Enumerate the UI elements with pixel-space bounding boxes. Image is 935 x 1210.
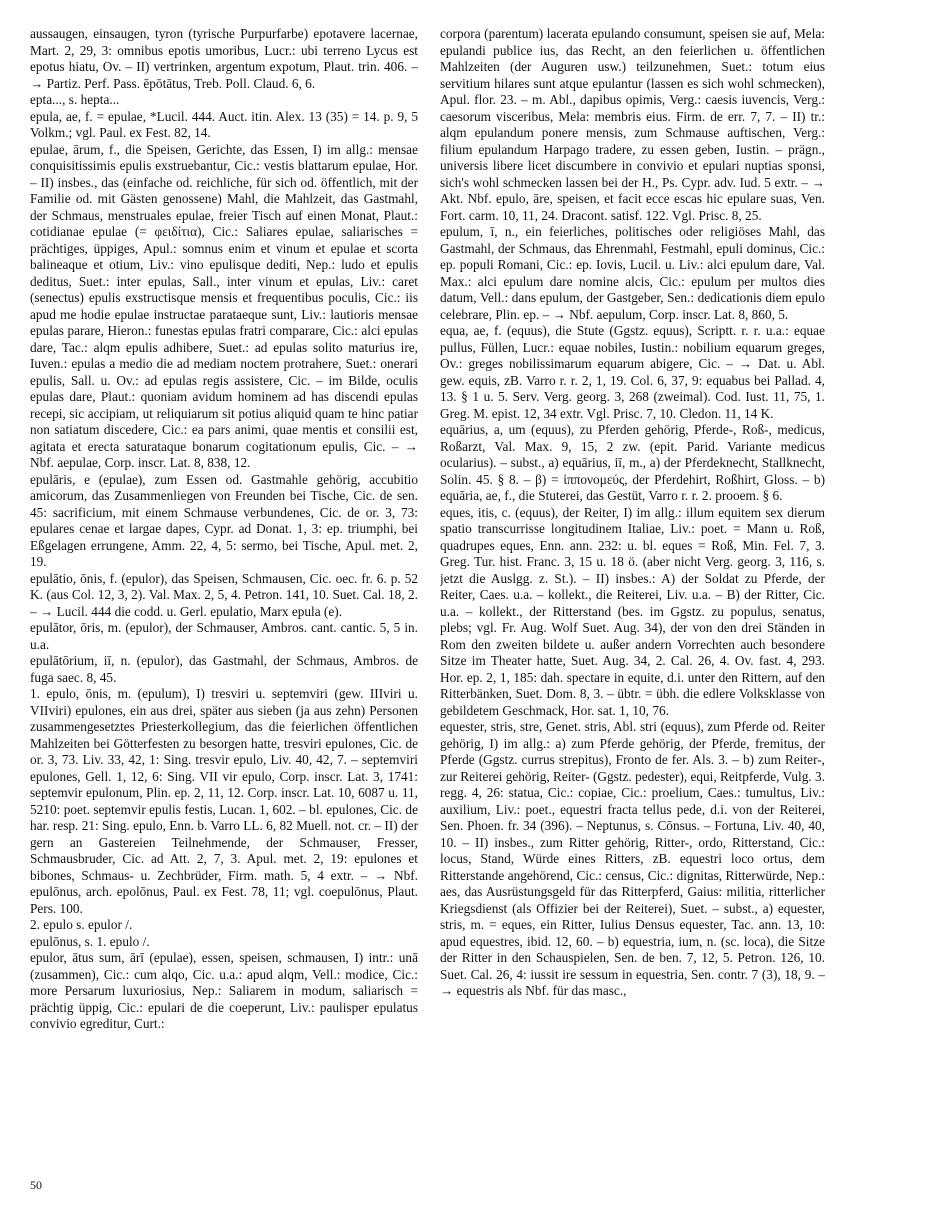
entry-epulor: epulor, ātus sum, ārī (epulae), essen, speisen, schmausen, I) intr.: unā (zusammen), Cic.: cum alqo, Cic. u.a.: apud alqm, Vell.: modice, Cic.: more Persarum luxuriosius, Nep.: Saliarem in modum, saliarisch = prächtig üppig, Cic.: epulari de die coeperunt, Liv.: paulisper epulatus convivio egreditur, Curt.: bbox=[30, 950, 418, 1031]
left-column bbox=[30, 26, 418, 1184]
entry-epulonus: epulōnus, s. 1. epulo /. bbox=[30, 933, 150, 949]
entry-equa: equa, ae, f. (equus), die Stute (Ggstz. equus), Scriptt. r. r. u.a.: equae pullus, Füllen, Lucr.: equae nobiles, Iustin.: nobilium equarum greges, Ov.: greges nobilissimarum equarum abigere, Cic. – → Dat. u. Abl. gew. equis, zB. Varro r. r. 2, 1, 19. Col. 6, 37, 9: equabus bei Pallad. 4, 13. § 1 u. 5. Serv. Verg. georg. 3, 268 (zweimal). Cod. Iust. 11, 75, 1. Greg. M. epist. 12, 34 extr. Vgl. Prisc. 7, 10. Cledon. 11, 14 K. bbox=[440, 323, 825, 421]
entry-epulum: epulum, ī, n., ein feierliches, politisches oder religiöses Mahl, das Gastmahl, der Schmaus, das Ehrenmahl, Festmahl, epuli dominus, Cic.: ep. populi Romani, Cic.: ep. Iovis, Lucil. u. Liv.: alci epulum dare, Val. Max.: alci epulum dare nomine alcis, Cic.: epulum per multos dies datum, Vell.: dans epulum, der Gastgeber, Sen.: dedicationis diem epulo celebrare, Plin. ep. – → Nbf. aepulum, Corp. inscr. Lat. 8, 860, 5. bbox=[440, 224, 825, 322]
entry-epularis: epulāris, e (epulae), zum Essen od. Gastmahle gehörig, accubitio amicorum, das Zusammenliegen von Freunden bei Tische, Cic. de sen. 45: sacrificium, mit einem Schmause verbundenes, Cic. de or. 3, 73: epulares cenae et largae dapes, Cypr. ad Donat. 1, 3: ep. triumphi, bei Eßgelagen errungene, Amm. 22, 4, 5: sermo, bei Tische, Apul. met. 2, 19. bbox=[30, 471, 418, 569]
entry-equester: equester, stris, stre, Genet. stris, Abl. stri (equus), zum Pferde od. Reiter gehörig, I) im allg.: a) zum Pferde gehörig, der Pferde, fremitus, der Pferde (Ggstz. currus strepitus), Fronto de fer. Als. 3. – b) zum Reiter-, zur Reiterei gehörig, Reiter- (Ggstz. pedester), equi, Reitpferde, Vulg. 3. regg. 4, 26: statua, Cic.: copiae, Cic.: proelium, Caes.: tumultus, Liv.: auxilium, Liv.: poet., equestri fracta tellus pede, d.i. von der Reiterei, Sen. Phoen. fr. 34 (396). – Neptunus, s. Cōnsus. – Fortuna, Liv. 40, 40, 10. – II) insbes., zum Ritter gehörig, Ritter-, ordo, Ritterstand, Cic.: locus, Stand, Würde eines Ritters, zB. equestri loco ortus, dem Ritterstande angehörend, Cic.: census, Cic.: dignitas, Ritterwürde, Nep.: aes, das Ausrüstungsgeld für das Ritterpferd, Gaius: militia, ritterlicher Kriegsdienst (als Offizier bei der Reiterei), Suet. – subst., a) equester, stris, m. = eques, ein Ritter, Iulius Densus equester, Tac. ann. 13, 10: apud equestres, ibid. 12, 60. – b) equestria, ium, n. (sc. loca), die Sitze der Ritter in den Schauspielen, Sen. de ben. 7, 12, 5. Petron. 126, 10. Suet. Cal. 26, 4: iussit ire sessum in equestria, Sen. contr. 7 (3), 18, 9. – → equestris als Nbf. für das masc., bbox=[440, 719, 825, 998]
entry-epulator: epulātor, ōris, m. (epulor), der Schmauser, Ambros. cant. cantic. 5, 5 in. u.a. bbox=[30, 620, 418, 652]
entry-equarius: equārius, a, um (equus), zu Pferden gehörig, Pferde-, Roß-, medicus, Roßarzt, Val. Max. 9, 15, 2 zw. (epit. Parid. Variante medicus ocularius). – subst., a) equārius, iī, m., a) der Pferdeknecht, Stallknecht, Solin. 45. § 8. – β) = ἱππονομεύς, der Pferdehirt, Roßhirt, Gloss. – b) equāria, ae, f., die Stuterei, das Gestüt, Varro r. r. 2. prooem. § 6. bbox=[440, 422, 825, 503]
page-number: 50 bbox=[30, 1178, 42, 1192]
entry-epulor-continued: corpora (parentum) lacerata epulando consumunt, speisen sie auf, Mela: epulandi publice ius, das Recht, an den feierlichen u. öffentlichen Mahlzeiten (der Auguren usw.) teilzunehmen, Suet.: totum eius servitium hilares sunt atque epulantur (lassen es sich wohl schmecken), Apul. flor. 23. – m. Abl., dapibus opimis, Verg.: caesis iuvencis, Verg.: caesorum visceribus, Mela: membris eius. Firm. de err. 7, 7. – II) tr.: alqm epulandum ponere mensis, zum Schmause auftischen, Verg.: filium epulandum Harpago tradere, zu essen geben, Iustin. – prägn., universis libere licet discumbere in convivio et epulari nuptias sponsi, sich's wohl schmecken lassen bei der H., Ps. Cypr. adv. Iud. 5 extr. – → Akt. Nbf. epulo, āre, speisen, et facit ecce escas hic epulare suas, Ven. Fort. carm. 10, 11, 24. Dracont. satisf. 122. Vgl. Prisc. 8, 25. bbox=[440, 26, 825, 223]
entry-epula: epula, ae, f. = epulae, *Lucil. 444. Auct. itin. Alex. 13 (35) = 14. p. 9, 5 Volkm.; vgl. Paul. ex Fest. 82, 14. bbox=[30, 108, 418, 140]
entry-aussaugen: aussaugen, einsaugen, tyron (tyrische Purpurfarbe) epotavere lacernae, Mart. 2, 29, 3: omnibus epotis umoribus, Lucr.: ubi terreno Lycus est epotus hiatu, Ov. – II) vertrinken, argentum expotum, Plaut. trin. 406. – → Partiz. Perf. Pass. ēpōtātus, Treb. Poll. Claud. 6, 6. bbox=[30, 26, 418, 91]
entry-epulae: epulae, ārum, f., die Speisen, Gerichte, das Essen, I) im allg.: mensae conquisitissimis epulis exstruebantur, Cic.: vestis blattarum epulae, Hor. – II) insbes., das (einfache od. reichliche, für sich od. öffentlich, mit der Familie od. mit Gästen genossene) Mahl, die Mahlzeit, das Gastmahl, der Schmaus, menstruales epulae, freier Tisch auf einen Monat, Plaut.: cotidianae epulae (= φειδίτια), Cic.: Saliares epulae, saliarisches = prächtiges, üppiges, Apul.: somnus enim et vinum et epulae et scorta balineaque et otium, Liv.: vino epulisque dediti, Nep.: ludo et epulis deditus, Suet.: inter epulas, Sall., inter vinum et epulas, Liv.: caret (senectus) epulis exstructisque mensis et frequentibus poculis, Cic.: iis apud me hodie epulae instructae parataeque sunt, Liv.: lautioris mensae epulas parare, Hieron.: funestas epulas fratri comparare, Cic.: alci epulas dare, Tac.: alqm epulis adhibere, Suet.: ad epulas solito maturius ire, Iuven.: epulas a medio die ad mediam noctem protrahere, Suet.: onerari epulis, Sall. u. Ov.: ad epulas regis assistere, Cic. – im Bilde, oculis epulas dare, Plaut.: quoniam avidum hominem ad has discendi epulas recepi, sic accipiam, ut reliquiarum sit potius aliquid quam te hinc patiar non satiatum discedere, Cic.: ea pars animi, quae mentis et consilii est, agitata et erecta saturataque bonarum cogitationum epulis, Cic. – → Nbf. aepulae, Corp. inscr. Lat. 8, 838, 12. bbox=[30, 141, 418, 470]
entry-epulo-2: 2. epulo s. epulor /. bbox=[30, 917, 133, 932]
entry-epulo-1: 1. epulo, ōnis, m. (epulum), I) tresviri u. septemviri (gew. IIIviri u. VIIviri) epulones, ein aus drei, später aus sieben (ja aus zehn) Personen zusammengesetztes Priesterkollegium, das die feierlichen öffentlichen Mahlzeiten bei Götterfesten zu besorgen hatte, tresviri epulones, Cic. de or. 3, 73. Liv. 33, 42, 1: Sing. tresvir epulo, Liv. 40, 42, 7. – septemviri epulones, Gell. 1, 12, 6: Sing. VII vir epulo, Corp. inscr. Lat. 3, 1741: septemvir epulonum, Plin. ep. 2, 11, 12. Corp. inscr. Lat. 10, 6087 u. 11, 5210: poet. septemvir epulis festis, Lucan. 1, 602. – bl. epulones, Cic. de har. resp. 21: Sing. epulo, Enn. b. Varro LL. 6, 82 Muell. not. cr. – II) der gern an Gastereien Teilnehmende, der Schmauser, Fresser, Schmausbruder, Cic. ad Att. 2, 7, 3. Apul. met. 2, 19: epulones et bibones, Schmaus- u. Zechbrüder, Firm. math. 5, 4 extr. – → Nbf. epulōnus, arch. epolōnus, Paul. ex Fest. 78, 11; vgl. coepulōnus, Plaut. Pers. 100. bbox=[30, 686, 418, 916]
right-column bbox=[440, 26, 825, 1184]
entry-epulatorium: epulātōrium, iī, n. (epulor), das Gastmahl, der Schmaus, Ambros. de fuga saec. 8, 45. bbox=[30, 653, 418, 685]
entry-eques: eques, itis, c. (equus), der Reiter, I) im allg.: illum equitem sex dierum spatio transcurrisse longitudinem Italiae, Liv.: poet. = Mann u. Roß, quadrupes eques, Enn. ann. 232: u. bl. eques = Roß, Min. Fel. 7, 3. Greg. Tur. hist. Franc. 3, 15 u. 18 ö. (aber nicht Verg. georg. 3, 116, s. jetzt die Auslgg. z. St.). – II) insbes.: A) der Soldat zu Pferde, der Reiter, Caes. u.a. – kollekt., die Reiterei, Liv. u.a. – B) der Ritter, Cic. u.a. – kollekt., der Ritterstand (bes. im Ggstz. zu populus, senatus, plebs; vgl. Fr. Aug. Wolf Suet. Aug. 34), der von den drei Ständen in Rom den zweiten bildete u. außer andern Vorrechten auch besondere Sitze im Theater hatte, Suet. Aug. 34, 2. Cal. 26, 4. Ov. fast. 4, 293. Hor. ep. 2, 1, 185: dah. spectare in equite, d.i. unter den Rittern, auf den Ritterbänken, Suet. Dom. 8, 3. – übtr. = übh. die edlere Volksklasse von gebildetem Geschmack, Hor. sat. 1, 10, 76. bbox=[440, 504, 825, 718]
entry-epulatio: epulātio, ōnis, f. (epulor), das Speisen, Schmausen, Cic. oec. fr. 6. p. 52 K. (aus Col. 12, 3, 2). Val. Max. 2, 5, 4. Petron. 141, 10. Suet. Cal. 18, 2. – → Lucil. 444 die codd. u. Gerl. epulatio, Marx epula (e). bbox=[30, 570, 418, 619]
entry-epta: epta..., s. hepta... bbox=[30, 92, 120, 107]
